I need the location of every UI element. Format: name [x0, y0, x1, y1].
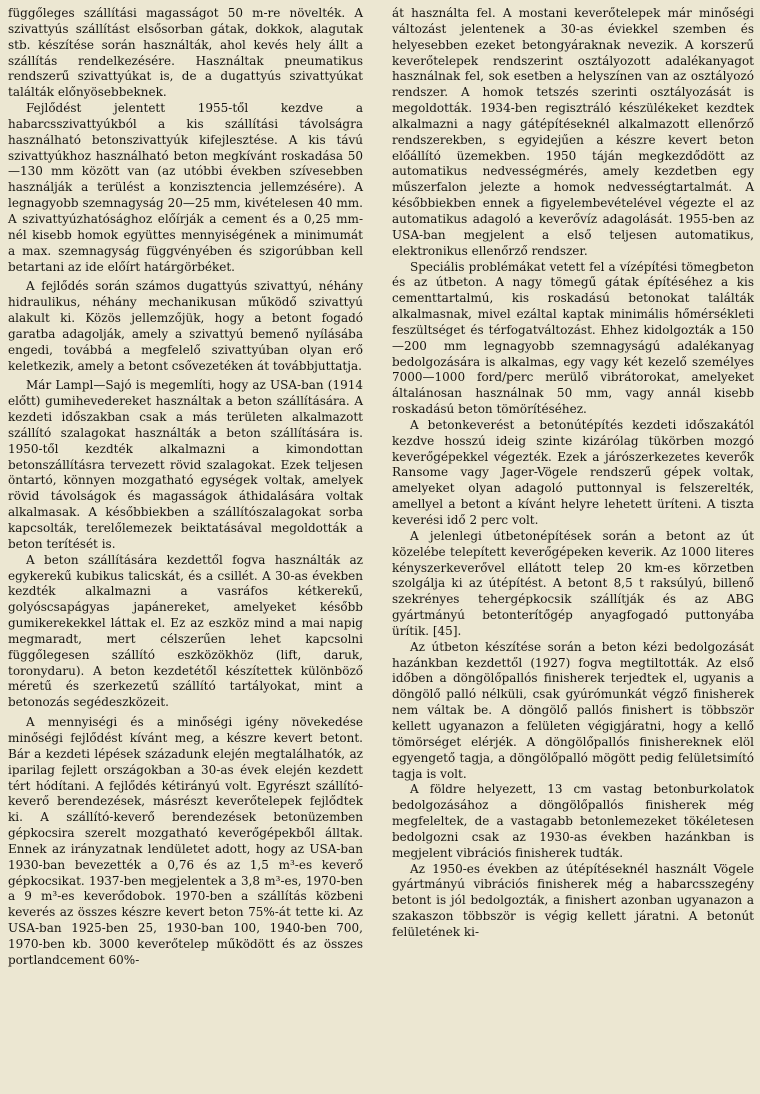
- paragraph: Már Lampl—Sajó is megemlíti, hogy az USA-ban (1914 előtt) gumihevedereket használtak a beton szállítására. A kezdeti időszakban csak a más területen alkalmazott szállító szalagokat használták a beton szállítására is. 1950-től kezdték alkalmazni a kimondottan betonszállításra tervezett rövid szalagokat. Ezek teljesen öntartó, könnyen mozgatható egységek voltak, amelyek rövid távolságok és magasságok áthidalására voltak alkalmasak. A későbbiekben a szállítószalagokat sorba kapcsolták, terelőlemezek beiktatásával megoldották a beton terítését is.: [8, 378, 363, 551]
- left-text-column: [8, 6, 363, 969]
- paragraph: át használta fel. A mostani keverőtelepek már minőségi változást jelentenek a 30-as éviekkel szemben és helyesebben ezeket betongyáraknak nevezik. A korszerű keverőtelepek rendszerint osztályozott adalékanyagot használnak fel, sok esetben a helyszínen van az osztályozó rendszer. A homok tetszés szerinti osztályozását is megoldották. 1934-ben regisztráló készülékeket kezdtek alkalmazni a nagy gátépítéseknél alkalmazott ellenőrző rendszerekben, s egyidejűen a készre kevert beton előállító üzemekben. 1950 táján megkezdődött az automatikus nedvességmérés, amely kezdetben egy műszerfalon jelezte a homok nedvességtartalmát. A későbbiekben ennek a figyelembevételével végezte el az automatikus adagoló a keverővíz adagolását. 1955-ben az USA-ban megjelent a első teljesen automatikus, elektronikus ellenőrző rendszer.: [392, 6, 754, 258]
- paragraph: A földre helyezett, 13 cm vastag betonburkolatok bedolgozásához a döngölőpallós finisherek még megfeleltek, de a vastagabb betonlemezeket tökéletesen bedolgozni csak az 1930-as években hazánkban is megjelent vibrációs finisherek tudták.: [392, 782, 754, 860]
- paragraph: Fejlődést jelentett 1955-től kezdve a habarcsszivattyúkból a kis szállítási távolságra használható betonszivattyúk kifejlesztése. A kis távú szivattyúkhoz használható beton megkívánt roskadása 50—130 mm között van (az utóbbi években szívesebben használják a terülést a konzisztencia jellemzésére). A legnagyobb szemnagyság 20—25 mm, kivételesen 40 mm. A szivattyúzhatósághoz előírják a cement és a 0,25 mm-nél kisebb homok együttes mennyiségének a minimumát a max. szemnagyság függvényében és szigorúbban kell betartani az ide előírt határgörbéket.: [8, 101, 363, 274]
- right-text-column: [392, 6, 754, 941]
- paragraph: Az 1950-es években az útépítéseknél használt Vögele gyártmányú vibrációs finisherek még a habarcsszegény betont is jól bedolgozták, a finishert azonban ugyanazon a szakaszon többször is végig kellett járatni. A betonút felületének ki-: [392, 861, 754, 939]
- paragraph: A beton szállítására kezdettől fogva használták az egykerekű kubikus talicskát, és a csillét. A 30-as években kezdték alkalmazni a vasráfos kétkerekű, golyóscsapágyas japánereket, amelyeket később gumikerekekkel láttak el. Ez az eszköz mind a mai napig megmaradt, mert célszerűen lehet kapcsolni függőlegesen szállító eszközökhöz (lift, daruk, toronydaru). A beton kezdetétől készítettek különböző méretű és szerkezetű szállító tartályokat, mint a betonozás segédeszközeit.: [8, 552, 363, 710]
- paragraph: A jelenlegi útbetonépítések során a betont az út közelébe telepített keverőgépeken keverik. Az 1000 literes kényszerkeverővel ellátott telep 20 km-es körzetben szolgálja ki az útépítést. A betont 8,5 t raksúlyú, billenő szekrényes tehergépkocsik szállítják és az ABG gyártmányú betonterítőgép anyagfogadó puttonyába ürítik. [45].: [392, 528, 754, 638]
- paragraph: függőleges szállítási magasságot 50 m-re növelték. A szivattyús szállítást elsősorban gátak, dokkok, alagutak stb. készítése során használták, ahol kevés hely állt a szállítás rendelkezésére. Használtak pneumatikus rendszerű szivattyúkat is, de a dugattyús szivattyúkat találták előnyösebbeknek.: [8, 6, 363, 100]
- paragraph: A mennyiségi és a minőségi igény növekedése minőségi fejlődést kívánt meg, a készre kevert betont. Bár a kezdeti lépések századunk elején megtalálhatók, az iparilag fejlett országokban a 30-as évek elején kezdett tért hódítani. A fejlődés kétirányú volt. Egyrészt szállító-keverő berendezések, másrészt keverőtelepek fejlődtek ki. A szállító-keverő berendezések betonüzemben gépkocsira szerelt mozgatható keverőgépekből álltak. Ennek az irányzatnak lendületet adott, hogy az USA-ban 1930-ban bevezették a 0,76 és az 1,5 m³-es keverő gépkocsikat. 1937-ben megjelentek a 3,8 m³-es, 1970-ben a 9 m³-es keverődobok. 1970-ben a szállítás közbeni keverés az összes készre kevert beton 75%-át tette ki. Az USA-ban 1925-ben 25, 1930-ban 100, 1940-ben 700, 1970-ben kb. 3000 keverőtelep működött és az összes portlandcement 60%-: [8, 715, 363, 967]
- paragraph: A betonkeverést a betonútépítés kezdeti időszakától kezdve hosszú ideig szinte kizárólag tükörben mozgó keverőgépekkel végezték. Ezek a járószerkezetes keverők Ransome vagy Jager-Vögele rendszerű gépek voltak, amelyeket olyan adagoló puttonnyal is felszerelték, amellyel a betont a kívánt helyre lehetett üríteni. A tiszta keverési idő 2 perc volt.: [392, 417, 754, 527]
- paragraph: Speciális problémákat vetett fel a vízépítési tömegbeton és az útbeton. A nagy tömegű gátak építéséhez a kis cementtartalmú, kis roskadású betonokat találták alkalmasnak, mivel ezáltal kaptak minimális hőmérsékleti feszültséget és térfogatváltozást. Ehhez kidolgozták a 150—200 mm legnagyobb szemnagyságú adalékanyag bedolgozására is alkalmas, egy vagy két kezelő személyes 7000—1000 ford/perc merülő vibrátorokat, amelyeket általánosan használnak 50 mm, vagy annál kisebb roskadású beton tömörítéséhez.: [392, 259, 754, 417]
- paragraph: Az útbeton készítése során a beton kézi bedolgozását hazánkban kezdettől (1927) fogva megtiltották. Az első időben a döngölőpallós finisherek terjedtek el, ugyanis a döngölő palló nélküli, csak gyúrómunkát végző finisherek nem váltak be. A döngölő pallós finishert is többször kellett ugyanazon a felületen végigjáratni, hogy a kellő tömörséget elérjék. A döngölőpallós finishereknek elöl egyengető tagja, a döngölőpalló mögött pedig felületsimító tagja is volt.: [392, 639, 754, 781]
- paragraph: A fejlődés során számos dugattyús szivattyú, néhány hidraulikus, néhány mechanikusan működő szivattyú alakult ki. Közös jellemzőjük, hogy a betont fogadó garatba adagolják, amely a szivattyú bemenő nyílásába engedi, továbbá a megfelelő szivattyúban olyan erő keletkezik, amely a betont csővezetéken át továbbjuttatja.: [8, 279, 363, 373]
